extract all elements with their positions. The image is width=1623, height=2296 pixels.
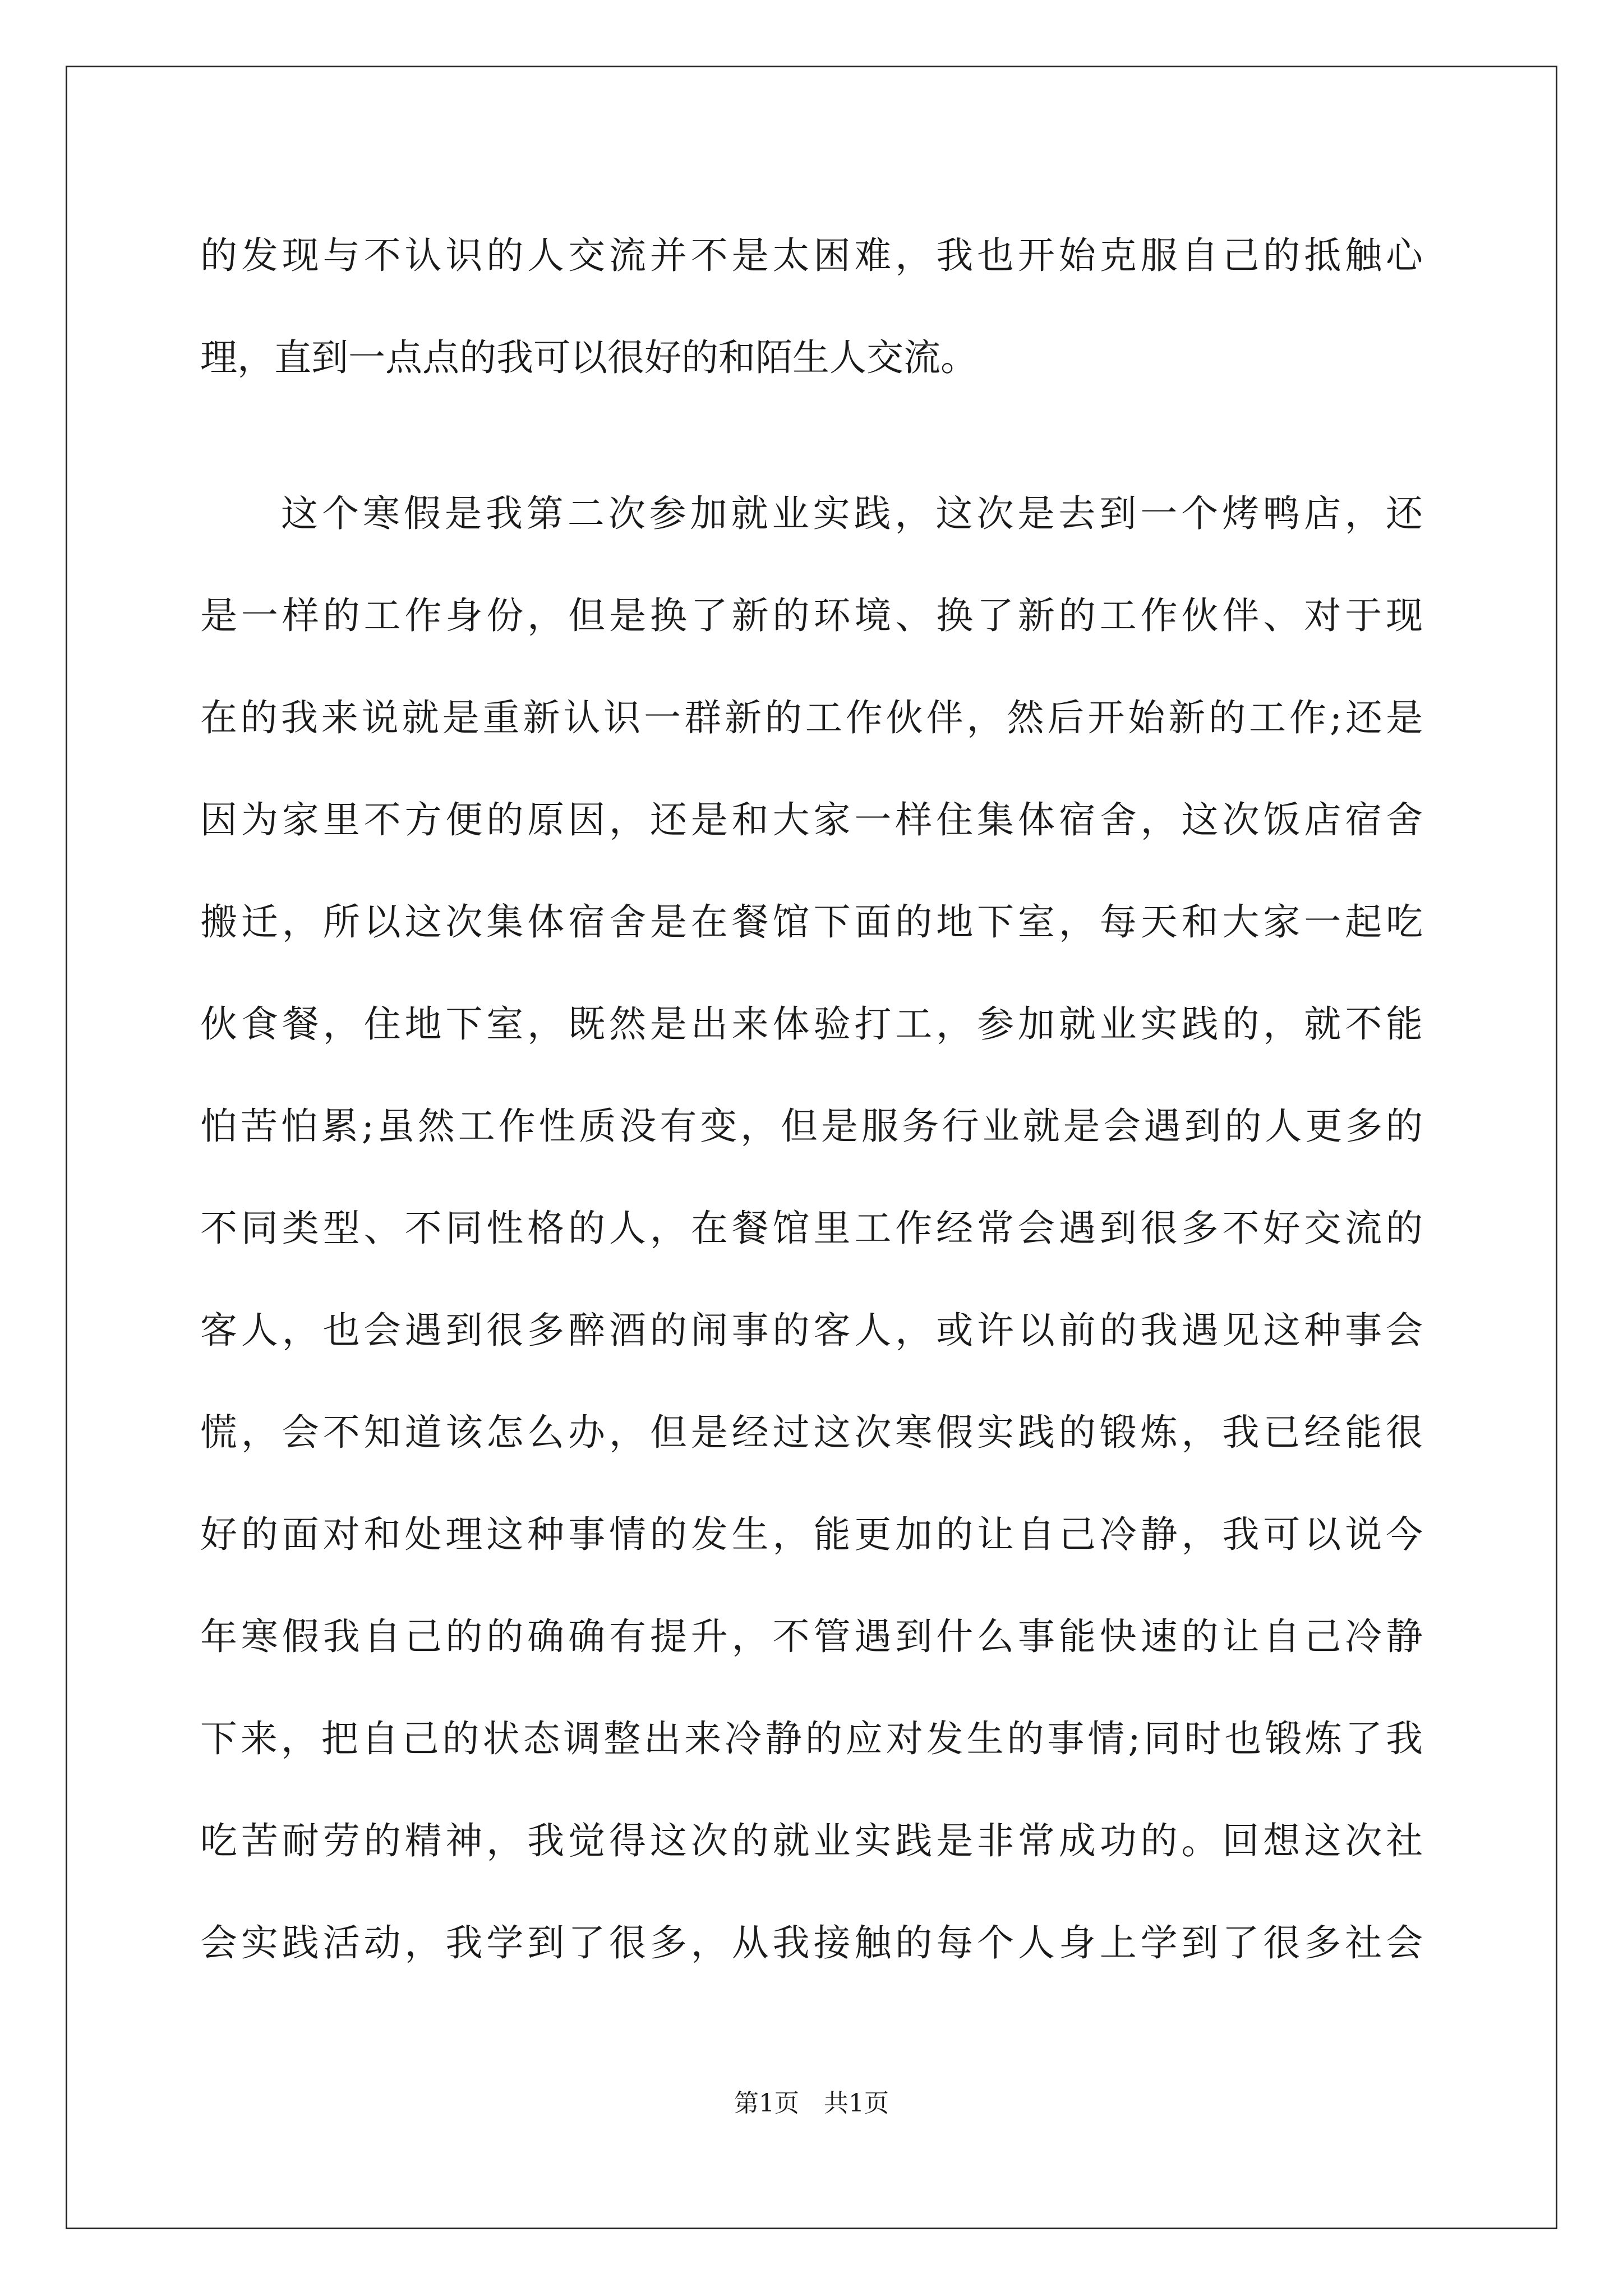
text-line: 下来，把自己的状态调整出来冷静的应对发生的事情;同时也锻炼了我 — [200, 1717, 1423, 1760]
text-line: 在的我来说就是重新认识一群新的工作伙伴，然后开始新的工作;还是 — [200, 696, 1423, 739]
text-line: 理，直到一点点的我可以很好的和陌生人交流。 — [200, 336, 978, 379]
page-number-current: 第1页 — [734, 2089, 799, 2118]
text-line: 伙食餐，住地下室，既然是出来体验打工，参加就业实践的，就不能 — [200, 1002, 1423, 1046]
text-line: 这个寒假是我第二次参加就业实践，这次是去到一个烤鸭店，还 — [281, 492, 1423, 535]
text-line: 怕苦怕累;虽然工作性质没有变，但是服务行业就是会遇到的人更多的 — [200, 1105, 1423, 1148]
paragraph-gap — [200, 409, 1423, 463]
text-line: 好的面对和处理这种事情的发生，能更加的让自己冷静，我可以说今 — [200, 1513, 1423, 1556]
text-line: 慌，会不知道该怎么办，但是经过这次寒假实践的锻炼，我已经能很 — [200, 1411, 1423, 1454]
text-line: 吃苦耐劳的精神，我觉得这次的就业实践是非常成功的。回想这次社 — [200, 1819, 1423, 1862]
document-body — [200, 205, 1423, 1994]
text-line: 因为家里不方便的原因，还是和大家一样住集体宿舍，这次饭店宿舍 — [200, 798, 1423, 841]
text-line: 不同类型、不同性格的人，在餐馆里工作经常会遇到很多不好交流的 — [200, 1207, 1423, 1250]
page-number-total: 共1页 — [824, 2089, 889, 2118]
text-line: 年寒假我自己的的确确有提升，不管遇到什么事能快速的让自己冷静 — [200, 1615, 1423, 1658]
text-line: 的发现与不认识的人交流并不是太困难，我也开始克服自己的抵触心 — [200, 234, 1423, 277]
text-line: 是一样的工作身份，但是换了新的环境、换了新的工作伙伴、对于现 — [200, 594, 1423, 637]
text-line: 客人，也会遇到很多醉酒的闹事的客人，或许以前的我遇见这种事会 — [200, 1309, 1423, 1352]
text-line: 会实践活动，我学到了很多，从我接触的每个人身上学到了很多社会 — [200, 1921, 1423, 1964]
text-line: 搬迁，所以这次集体宿舍是在餐馆下面的地下室，每天和大家一起吃 — [200, 900, 1423, 944]
page-footer — [0, 2087, 1623, 2120]
